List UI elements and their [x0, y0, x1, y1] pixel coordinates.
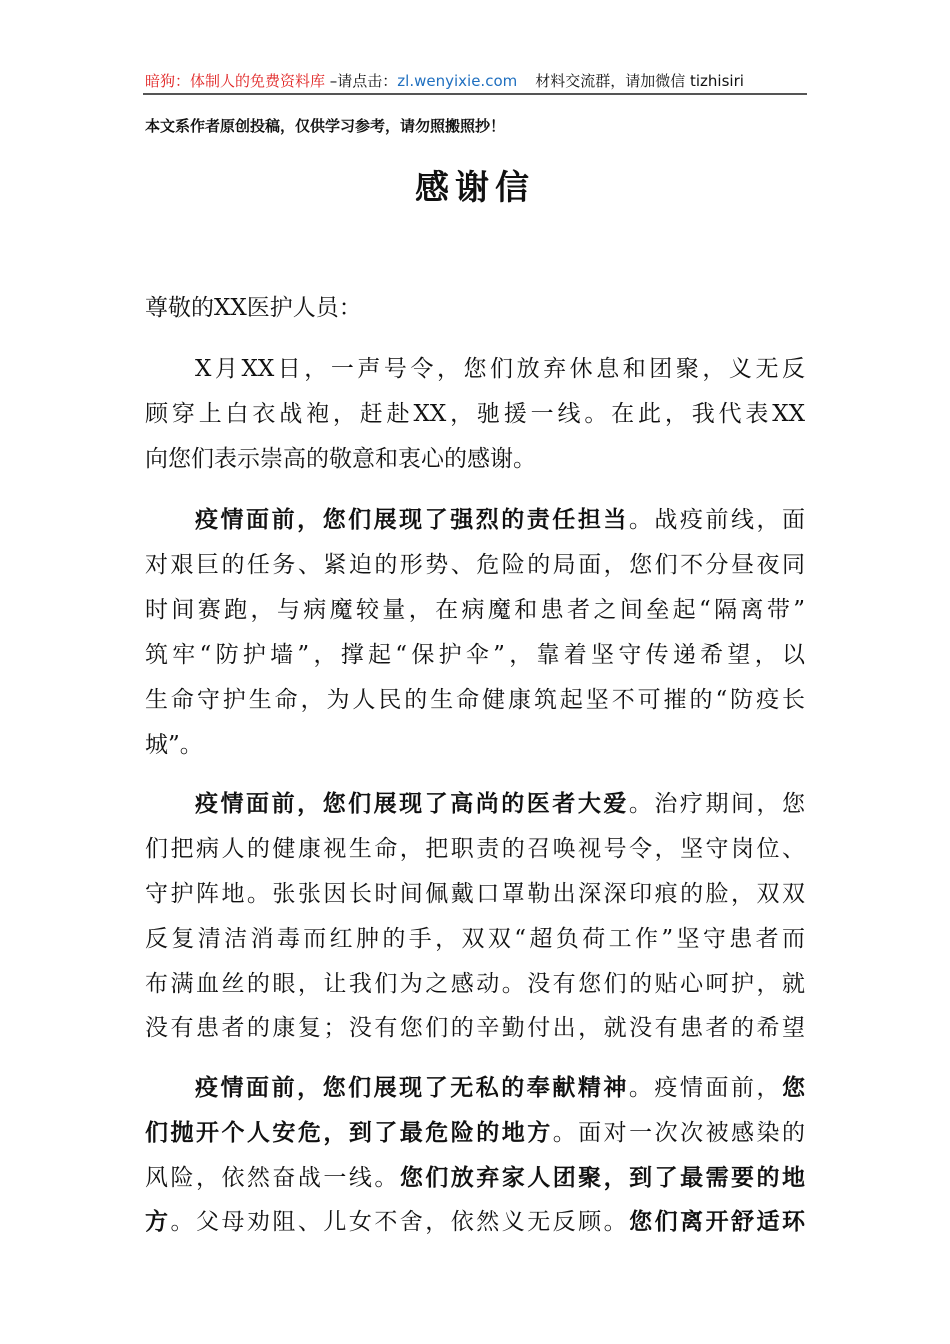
text-line	[145, 833, 805, 865]
text-segment: 城”。	[145, 732, 203, 758]
text-segment: 。父母劝阻、儿女不舍，依然义无反顾。	[170, 1209, 630, 1235]
text-segment: 向您们表示崇高的敬意和衷心的感谢。	[145, 446, 536, 472]
text-line	[145, 292, 805, 324]
text-line	[145, 968, 805, 1000]
site-name: 暗狗：体制人的免费资料库	[145, 72, 326, 90]
document-title: 感谢信	[415, 168, 535, 208]
bold-text: 疫情面前，您们展现了高尚的医者大爱	[195, 790, 629, 817]
copyright-notice: 本文系作者原创投稿，仅供学习参考，请勿照搬照抄！	[145, 117, 506, 135]
click-prompt: –请点击：	[325, 72, 398, 90]
wechat-info: 材料交流群，请加微信 tizhisiri	[535, 72, 744, 90]
text-line	[145, 1117, 805, 1149]
text-line	[145, 443, 805, 475]
text-segment: 反复清洁消毒而红肿的手，双双“超负荷工作”坚守患者而	[145, 926, 805, 952]
text-line	[145, 1206, 805, 1238]
site-link[interactable]: zl.wenyixie.com	[397, 72, 518, 90]
text-segment: 生命守护生命，为人民的生命健康筑起坚不可摧的“防疫长	[145, 687, 805, 713]
text-segment: 。治疗期间，您	[628, 791, 806, 817]
text-segment: 没有患者的康复；没有您们的辛勤付出，就没有患者的希望	[145, 1015, 805, 1041]
text-segment: 。疫情面前，	[628, 1075, 783, 1101]
text-line	[195, 1072, 805, 1104]
header-divider	[143, 93, 807, 95]
text-line	[195, 353, 805, 385]
bold-text: 您们放弃家人团聚，到了最需要的地	[399, 1164, 806, 1191]
text-segment: 筑牢“防护墙”，撑起“保护伞”，靠着坚守传递希望，以	[145, 642, 805, 668]
text-segment: 。战疫前线，面	[628, 507, 806, 533]
text-segment: 风险，依然奋战一线。	[145, 1165, 400, 1191]
text-line	[145, 1162, 805, 1194]
bold-text: 您们离开舒适环	[629, 1208, 806, 1235]
text-line	[145, 684, 805, 716]
text-line	[195, 504, 805, 536]
header-banner	[145, 70, 805, 91]
text-line	[145, 549, 805, 581]
text-segment: 对艰巨的任务、紧迫的形势、危险的局面，您们不分昼夜同	[145, 552, 805, 578]
text-line	[145, 729, 805, 761]
text-segment: 顾穿上白衣战袍，赶赴XX，驰援一线。在此，我代表XX	[145, 401, 805, 427]
text-line	[145, 1012, 805, 1044]
text-segment: 们把病人的健康视生命，把职责的召唤视号令，坚守岗位、	[145, 836, 805, 862]
bold-text: 方	[145, 1208, 171, 1235]
text-segment: 守护阵地。张张因长时间佩戴口罩勒出深深印痕的脸，双双	[145, 881, 805, 907]
text-line	[195, 788, 805, 820]
text-segment: 时间赛跑，与病魔较量，在病魔和患者之间垒起“隔离带”	[145, 597, 805, 623]
text-line	[145, 923, 805, 955]
bold-text: 们抛开个人安危，到了最危险的地方	[145, 1119, 553, 1146]
text-line	[145, 639, 805, 671]
text-line	[145, 594, 805, 626]
bold-text: 疫情面前，您们展现了无私的奉献精神	[195, 1074, 629, 1101]
text-line	[145, 878, 805, 910]
bold-text: 疫情面前，您们展现了强烈的责任担当	[195, 506, 629, 533]
text-segment: X月XX日，一声号令，您们放弃休息和团聚，义无反	[195, 356, 805, 382]
text-segment: 。面对一次次被感染的	[552, 1120, 806, 1146]
bold-text: 您	[782, 1074, 806, 1101]
text-segment: 布满血丝的眼，让我们为之感动。没有您们的贴心呵护，就	[145, 971, 805, 997]
text-segment: 尊敬的XX医护人员：	[145, 295, 362, 321]
text-line	[145, 398, 805, 430]
